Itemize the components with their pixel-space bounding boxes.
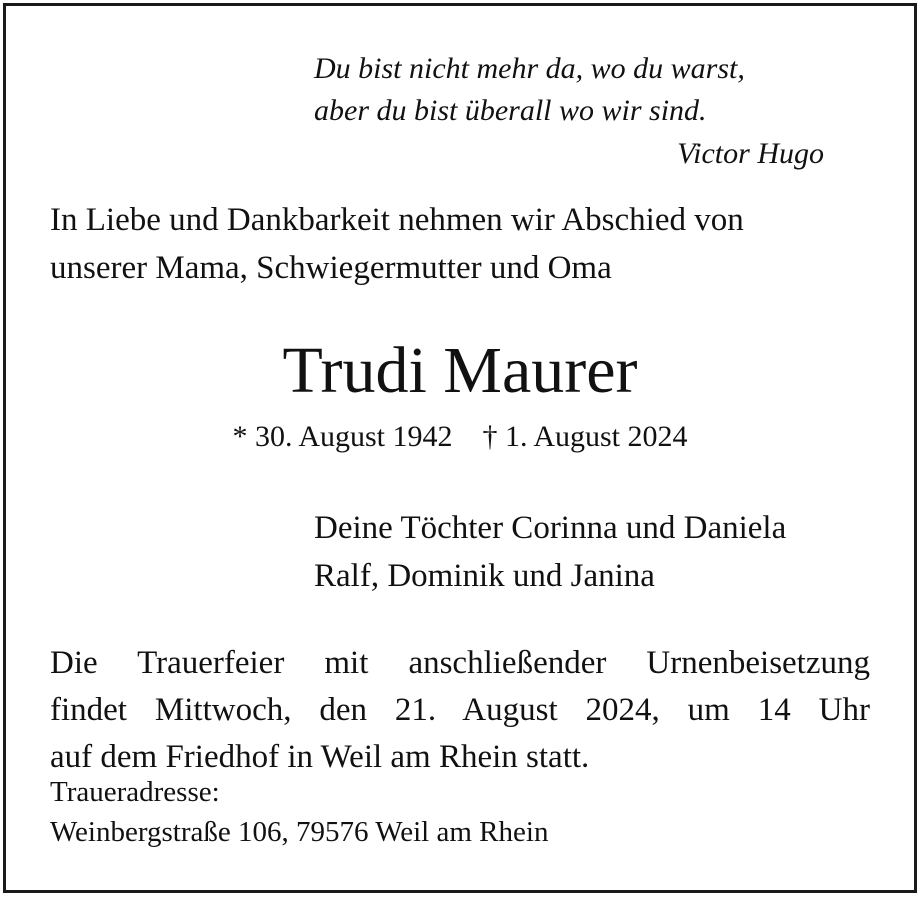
life-dates (0, 414, 920, 460)
death-date: † 1. August 2024 (482, 420, 688, 453)
deceased-name: Trudi Maurer (282, 334, 638, 407)
quote-line-2: aber du bist überall wo wir sind. (314, 94, 707, 127)
ceremony-line-2: findet Mittwoch, den 21. August 2024, um 14 Uhr (50, 692, 870, 728)
mourning-address (50, 772, 870, 852)
mourners-signature (314, 504, 904, 600)
quote-line-1: Du bist nicht mehr da, wo du warst, (314, 52, 745, 85)
intro-line-1: In Liebe und Dankbarkeit nehmen wir Abschied von (50, 202, 744, 238)
mourners-line-1: Deine Töchter Corinna und Daniela (314, 510, 787, 546)
ceremony-line-3: auf dem Friedhof in Weil am Rhein statt. (50, 739, 590, 775)
address-label: Traueradresse: (50, 776, 220, 808)
epigraph-quote (314, 48, 834, 176)
ceremony-details (50, 640, 870, 781)
ceremony-line-1: Die Trauerfeier mit anschließender Urnenbeisetzung (50, 645, 870, 681)
birth-date: * 30. August 1942 (232, 420, 453, 453)
mourners-line-2: Ralf, Dominik und Janina (314, 558, 655, 594)
intro-text (50, 196, 880, 292)
quote-author: Victor Hugo (677, 137, 824, 170)
address-value: Weinbergstraße 106, 79576 Weil am Rhein (50, 816, 549, 848)
intro-line-2: unserer Mama, Schwiegermutter und Oma (50, 250, 612, 286)
